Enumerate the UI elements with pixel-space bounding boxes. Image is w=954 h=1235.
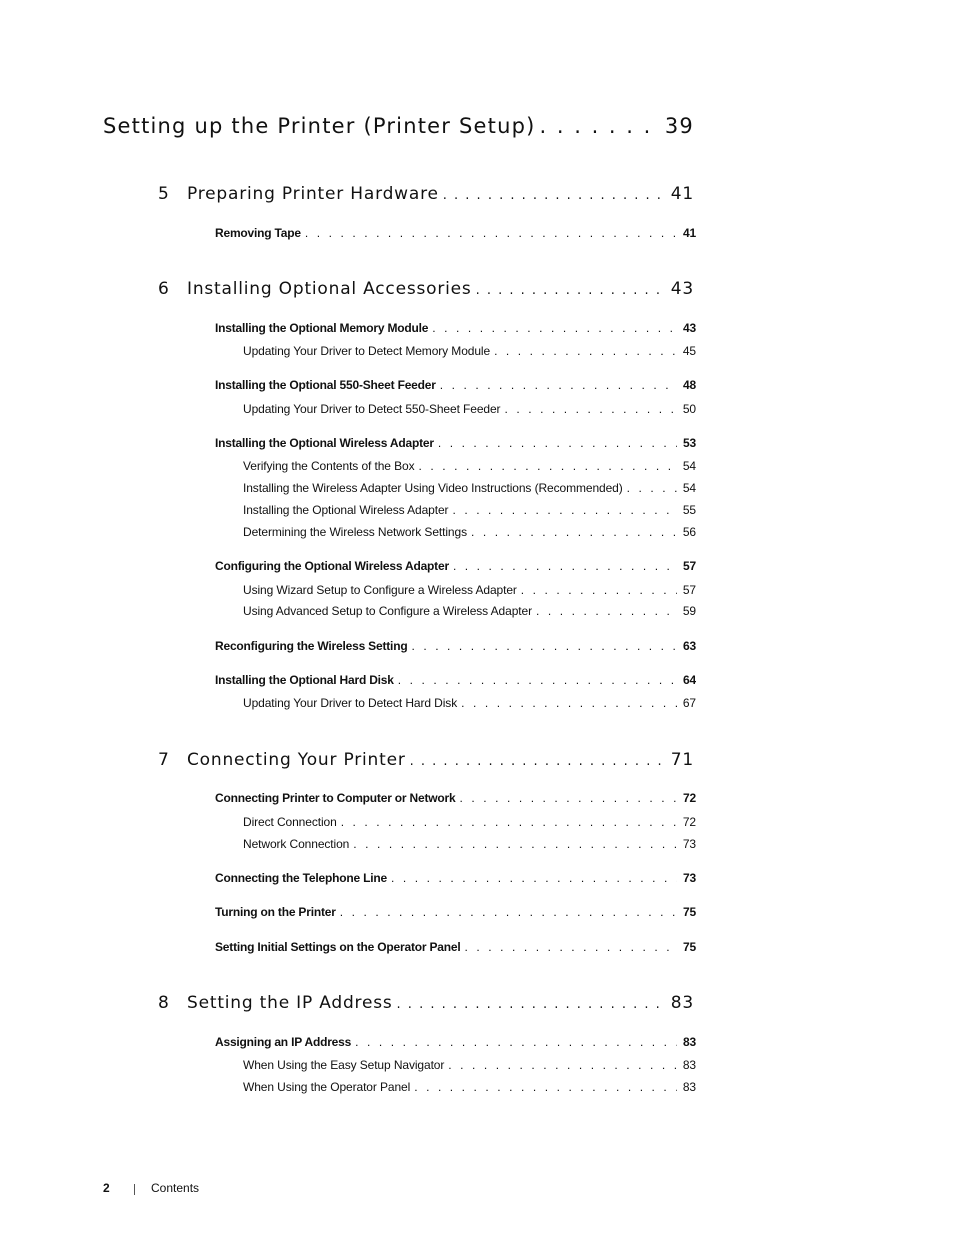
entry-title: Determining the Wireless Network Settings <box>243 525 467 539</box>
part-title: Setting up the Printer (Printer Setup) <box>103 114 536 138</box>
part-heading[interactable] <box>103 114 694 148</box>
toc-entry[interactable] <box>215 940 696 958</box>
toc-entry[interactable] <box>215 905 696 923</box>
dot-leader <box>439 184 663 204</box>
entry-title: Installing the Wireless Adapter Using Video Instructions (Recommended) <box>243 481 623 495</box>
entry-page-number: 75 <box>683 905 696 919</box>
dot-leader <box>406 750 663 770</box>
toc-entry[interactable] <box>215 871 696 889</box>
entry-page-number: 83 <box>682 1080 696 1094</box>
chapter-6-heading[interactable] <box>158 279 694 305</box>
dot-leader <box>351 1035 677 1049</box>
entry-title: Removing Tape <box>215 226 301 240</box>
chapter-title: Installing Optional Accessories <box>187 279 472 299</box>
entry-page-number: 53 <box>683 436 696 450</box>
toc-subentry[interactable] <box>243 344 696 362</box>
dot-leader <box>448 503 676 517</box>
entry-title: Verifying the Contents of the Box <box>243 459 415 473</box>
chapter-title: Preparing Printer Hardware <box>187 184 439 204</box>
entry-title: Updating Your Driver to Detect 550-Sheet Feeder <box>243 402 501 416</box>
entry-page-number: 57 <box>683 559 696 573</box>
dot-leader <box>428 321 677 335</box>
dot-leader <box>436 378 677 392</box>
entry-page-number: 73 <box>682 837 696 851</box>
dot-leader <box>490 344 677 358</box>
chapter-page-number: 43 <box>670 279 694 299</box>
entry-page-number: 72 <box>682 815 696 829</box>
chapter-5-heading[interactable] <box>158 184 694 210</box>
toc-subentry[interactable] <box>243 402 696 420</box>
chapter-number: 7 <box>158 750 170 770</box>
entry-title: Connecting Printer to Computer or Network <box>215 791 456 805</box>
footer-label: Contents <box>151 1181 200 1195</box>
dot-leader <box>455 791 677 805</box>
toc-entry[interactable] <box>215 226 696 244</box>
toc-entry[interactable] <box>215 673 696 691</box>
entry-page-number: 63 <box>683 639 696 653</box>
entry-page-number: 64 <box>683 673 696 687</box>
entry-page-number: 75 <box>683 940 696 954</box>
entry-title: Installing the Optional 550-Sheet Feeder <box>215 378 436 392</box>
chapter-page-number: 41 <box>670 184 694 204</box>
dot-leader <box>434 436 677 450</box>
toc-entry[interactable] <box>215 791 696 809</box>
chapter-number: 6 <box>158 279 170 299</box>
entry-page-number: 56 <box>682 525 696 539</box>
chapter-title: Connecting Your Printer <box>187 750 406 770</box>
entry-title: Installing the Optional Hard Disk <box>215 673 394 687</box>
dot-leader <box>414 459 676 473</box>
toc-subentry[interactable] <box>243 604 696 622</box>
toc-entry[interactable] <box>215 436 696 454</box>
toc-entry[interactable] <box>215 321 696 339</box>
chapter-page-number: 71 <box>670 750 694 770</box>
dot-leader <box>349 837 677 851</box>
chapter-page-number: 83 <box>670 993 694 1013</box>
dot-leader <box>532 604 677 618</box>
toc-subentry[interactable] <box>243 481 696 499</box>
entry-title: Reconfiguring the Wireless Setting <box>215 639 408 653</box>
toc-subentry[interactable] <box>243 459 696 477</box>
entry-title: Connecting the Telephone Line <box>215 871 387 885</box>
toc-entry[interactable] <box>215 378 696 396</box>
dot-leader <box>301 226 677 240</box>
dot-leader <box>517 583 677 597</box>
entry-title: Network Connection <box>243 837 350 851</box>
chapter-8-heading[interactable] <box>158 993 694 1019</box>
page-footer <box>0 1181 954 1199</box>
entry-page-number: 45 <box>682 344 696 358</box>
entry-page-number: 73 <box>683 871 696 885</box>
entry-page-number: 43 <box>683 321 696 335</box>
toc-subentry[interactable] <box>243 1058 696 1076</box>
entry-title: Updating Your Driver to Detect Memory Module <box>243 344 491 358</box>
entry-title: When Using the Operator Panel <box>243 1080 411 1094</box>
entry-title: Installing the Optional Memory Module <box>215 321 429 335</box>
entry-title: Configuring the Optional Wireless Adapter <box>215 559 449 573</box>
dot-leader <box>461 940 678 954</box>
chapter-title: Setting the IP Address <box>187 993 393 1013</box>
toc-subentry[interactable] <box>243 837 696 855</box>
entry-page-number: 54 <box>682 459 696 473</box>
dot-leader <box>394 673 677 687</box>
entry-page-number: 59 <box>682 604 696 618</box>
toc-entry[interactable] <box>215 1035 696 1053</box>
toc-subentry[interactable] <box>243 503 696 521</box>
dot-leader <box>449 559 677 573</box>
dot-leader <box>393 993 663 1013</box>
entry-title: Installing the Optional Wireless Adapter <box>215 436 434 450</box>
toc-subentry[interactable] <box>243 583 696 601</box>
entry-page-number: 83 <box>683 1035 696 1049</box>
chapter-7-heading[interactable] <box>158 750 694 776</box>
dot-leader <box>410 1080 677 1094</box>
toc-subentry[interactable] <box>243 525 696 543</box>
toc-subentry[interactable] <box>243 696 696 714</box>
chapter-number: 5 <box>158 184 170 204</box>
dot-leader <box>457 696 677 710</box>
entry-page-number: 54 <box>682 481 696 495</box>
entry-title: Assigning an IP Address <box>215 1035 352 1049</box>
dot-leader <box>500 402 676 416</box>
footer-page-number: 2 <box>103 1181 110 1195</box>
dot-leader <box>337 815 677 829</box>
part-page-number: 39 <box>664 114 694 138</box>
footer-divider <box>134 1184 135 1195</box>
toc-entry[interactable] <box>215 559 696 577</box>
toc-entry[interactable] <box>215 639 696 657</box>
toc-subentry[interactable] <box>243 1080 696 1098</box>
entry-title: Direct Connection <box>243 815 337 829</box>
dot-leader <box>472 279 663 299</box>
dot-leader <box>444 1058 677 1072</box>
dot-leader <box>407 639 677 653</box>
dot-leader <box>623 481 677 495</box>
entry-page-number: 48 <box>683 378 696 392</box>
entry-title: Installing the Optional Wireless Adapter <box>243 503 449 517</box>
dot-leader <box>387 871 677 885</box>
dot-leader <box>536 114 661 138</box>
entry-title: Setting Initial Settings on the Operator Panel <box>215 940 461 954</box>
toc-subentry[interactable] <box>243 815 696 833</box>
entry-page-number: 83 <box>682 1058 696 1072</box>
entry-page-number: 41 <box>683 226 696 240</box>
entry-page-number: 67 <box>682 696 696 710</box>
entry-title: Using Wizard Setup to Configure a Wireless Adapter <box>243 583 517 597</box>
dot-leader <box>336 905 677 919</box>
entry-page-number: 50 <box>682 402 696 416</box>
entry-title: Using Advanced Setup to Configure a Wireless Adapter <box>243 604 532 618</box>
entry-page-number: 55 <box>682 503 696 517</box>
dot-leader <box>467 525 677 539</box>
entry-page-number: 72 <box>683 791 696 805</box>
chapter-number: 8 <box>158 993 170 1013</box>
entry-page-number: 57 <box>682 583 696 597</box>
entry-title: Updating Your Driver to Detect Hard Disk <box>243 696 458 710</box>
entry-title: When Using the Easy Setup Navigator <box>243 1058 445 1072</box>
entry-title: Turning on the Printer <box>215 905 336 919</box>
